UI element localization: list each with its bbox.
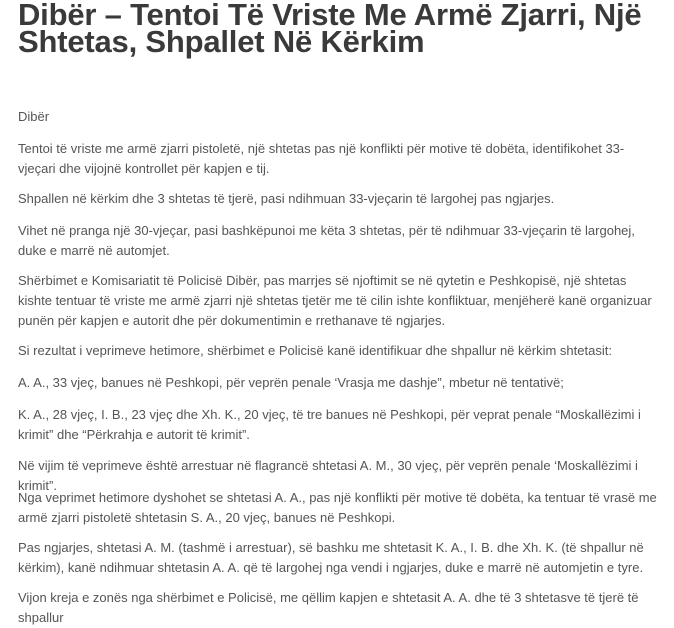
article-paragraph: Vijon kreja e zonës nga shërbimet e Policisë, me qëllim kapjen e shtetasit A. A. dhe të 3 shtetasve të tjerë të shpallur — [18, 590, 639, 625]
article-paragraph: Shpallen në kërkim dhe 3 shtetas të tjerë, pasi ndihmuan 33-vjeçarin të largohej pas ngjarjes. — [18, 191, 555, 206]
article-paragraph: A. A., 33 vjeç, banues në Peshkopi, për veprën penale ‘Vrasja me dashje”, mbetur në tentativë; — [18, 375, 564, 390]
article-paragraph: Në vijim të veprimeve është arrestuar në flagrancë shtetasi A. M., 30 vjeç, për veprën penale ‘Moskallëzimi i krimit”. — [18, 458, 638, 493]
article-paragraph: K. A., 28 vjeç, I. B., 23 vjeç dhe Xh. K., 20 vjeç, të tre banues në Peshkopi, për veprat penale “Moskallëzimi i krimit” dhe “Përkrahja e autorit të krimit”. — [18, 407, 641, 442]
article-dateline: Dibër — [18, 109, 50, 124]
article-paragraph: Si rezultat i veprimeve hetimore, shërbimet e Policisë kanë identifikuar dhe shpallur në kërkim shtetasit: — [18, 343, 612, 358]
article-paragraph: Tentoi të vriste me armë zjarri pistoletë, një shtetas pas një konflikti për motive të dobëta, identifikohet 33-vjeçari dhe vijojnë kontrollet për kapjen e tij. — [18, 141, 625, 176]
article-paragraph: Pas ngjarjes, shtetasi A. M. (tashmë i arrestuar), së bashku me shtetasit K. A., I. B. dhe Xh. K. (të shpallur në kërkim), kanë ndihmuar shtetasin A. A. që të largohej nga vendi i ngjarjes, duke e marrë në automjetin e tyre. — [18, 540, 644, 575]
article-paragraph: Nga veprimet hetimore dyshohet se shtetasi A. A., pas një konflikti për motive të dobëta, ka tentuar të vrasë me armë zjarri pistoletë shtetasin S. A., 20 vjeç, banues në Peshkopi. — [18, 490, 657, 525]
article-paragraph: Shërbimet e Komisariatit të Policisë Dibër, pas marrjes së njoftimit se në qytetin e Peshkopisë, një shtetas kishte tentuar të vriste me armë zjarri një shtetas tjetër me të cilin ishte konfliktuar, menjëherë kanë organizuar punën për kapjen e autorit dhe për dokumentimin e rrethanave të ngjarjes. — [18, 273, 652, 328]
article-title: Dibër – Tentoi Të Vriste Me Armë Zjarri, Një Shtetas, Shpallet Në Kërkim — [18, 0, 642, 59]
article-paragraph: Vihet në pranga një 30-vjeçar, pasi bashkëpunoi me këta 3 shtetas, për të ndihmuar 33-vjeçarin të largohej, duke e marrë në automjet. — [18, 223, 635, 258]
